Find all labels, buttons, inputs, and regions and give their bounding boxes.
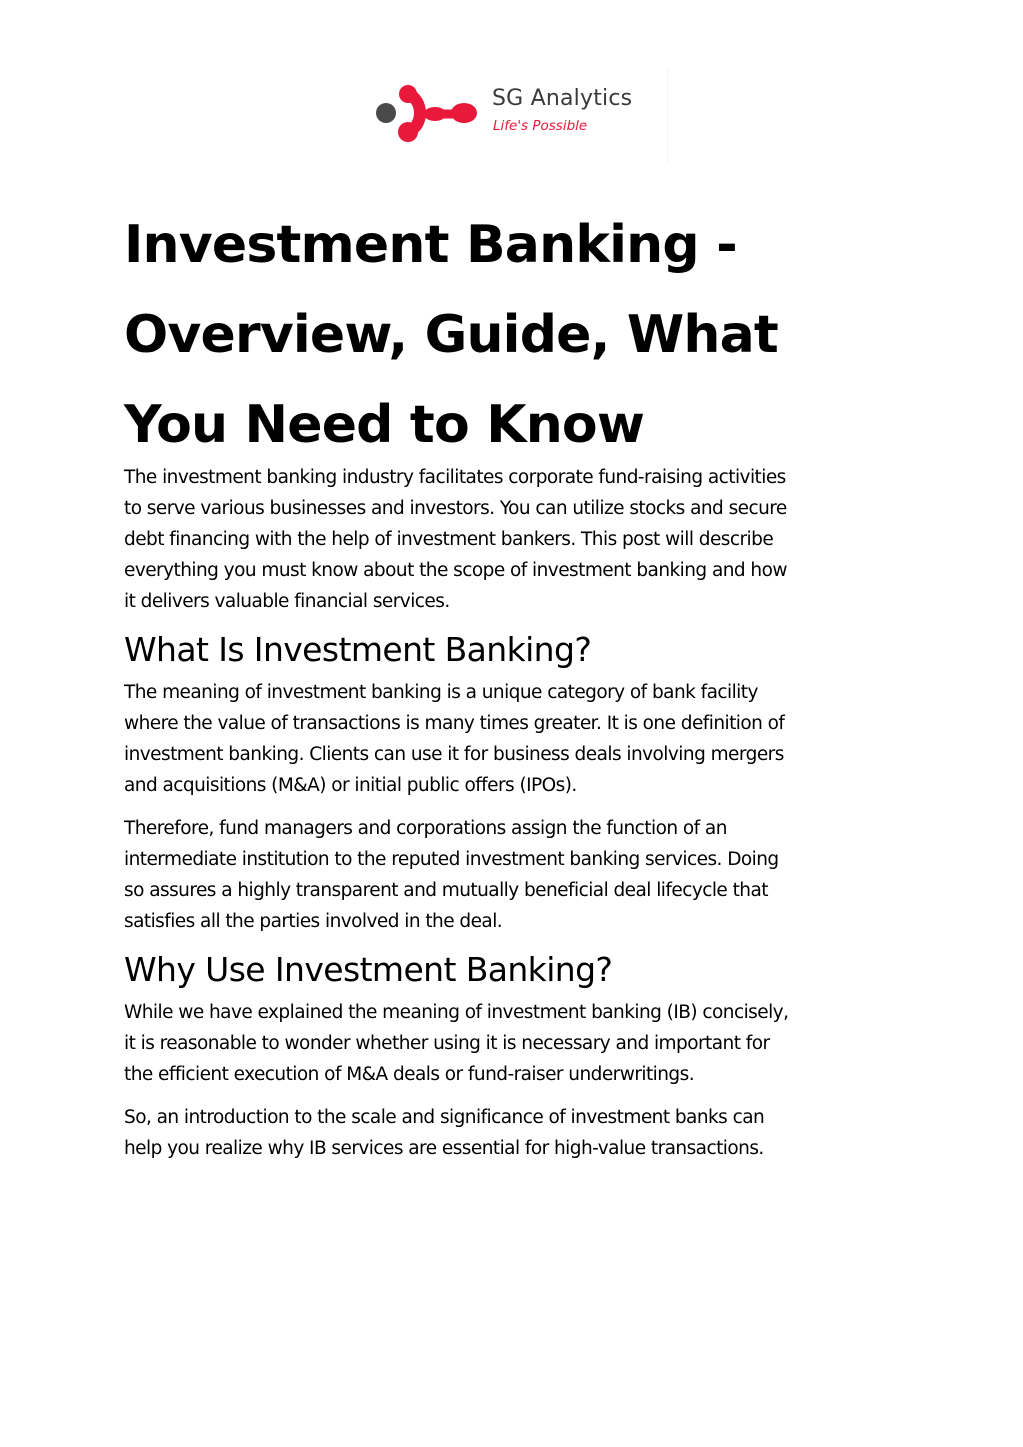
text-line: and acquisitions (M&A) or initial public offers (IPOs). (124, 775, 577, 796)
section1-paragraph-1 (124, 677, 904, 801)
text-line: it delivers valuable financial services. (124, 591, 450, 612)
article-body (124, 200, 904, 1164)
text-line: everything you must know about the scope of investment banking and how (124, 560, 787, 581)
text-line: the efficient execution of M&A deals or fund-raiser underwritings. (124, 1064, 695, 1085)
sg-analytics-logo (372, 68, 668, 162)
text-line: to serve various businesses and investors. You can utilize stocks and secure (124, 498, 787, 519)
section1-paragraph-2 (124, 813, 904, 937)
text-line: help you realize why IB services are essential for high-value transactions. (124, 1138, 764, 1159)
text-line: The meaning of investment banking is a unique category of bank facility (124, 682, 758, 703)
text-line: where the value of transactions is many times greater. It is one definition of (124, 713, 785, 734)
page-title-line: You Need to Know (124, 395, 645, 455)
text-line: so assures a highly transparent and mutually beneficial deal lifecycle that (124, 880, 768, 901)
logo-edge (667, 68, 668, 162)
logo-name: SG Analytics (492, 86, 633, 111)
section-heading-why-use: Why Use Investment Banking? (124, 950, 613, 989)
text-line: investment banking. Clients can use it for business deals involving mergers (124, 744, 784, 765)
text-line: it is reasonable to wonder whether using it is necessary and important for (124, 1033, 770, 1054)
text-line: The investment banking industry facilitates corporate fund-raising activities (124, 467, 786, 488)
intro-paragraph (124, 462, 904, 617)
text-line: Therefore, fund managers and corporations assign the function of an (124, 818, 727, 839)
text-line: intermediate institution to the reputed investment banking services. Doing (124, 849, 779, 870)
logo-tagline: Life's Possible (493, 118, 588, 134)
logo-molecule-icon (372, 78, 484, 144)
text-line: So, an introduction to the scale and significance of investment banks can (124, 1107, 765, 1128)
page-title-line: Overview, Guide, What (124, 305, 778, 365)
text-line: While we have explained the meaning of investment banking (IB) concisely, (124, 1002, 789, 1023)
page-title-line: Investment Banking - (124, 215, 737, 275)
section2-paragraph-2 (124, 1102, 904, 1164)
text-line: satisfies all the parties involved in the deal. (124, 911, 503, 932)
page-title (124, 200, 904, 470)
section2-paragraph-1 (124, 997, 904, 1090)
section-heading-what-is: What Is Investment Banking? (124, 630, 592, 669)
text-line: debt financing with the help of investment bankers. This post will describe (124, 529, 774, 550)
